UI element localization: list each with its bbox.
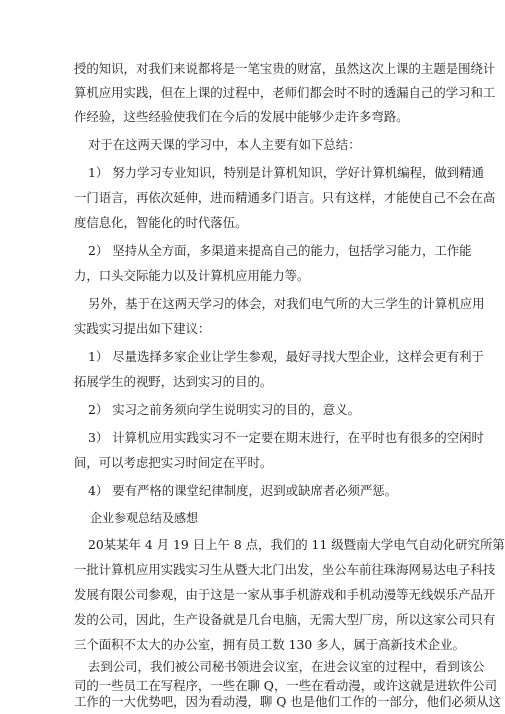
text-line: 算机应用实践，但在上课的过程中，老师们都会时不时的透漏自己的学习和工 <box>74 85 496 100</box>
text-line: 对于在这两天课的学习中，本人主要有如下总结： <box>88 137 361 152</box>
list-item: 2） 坚持从全方面，多渠道来提高自己的能力，包括学习能力，工作能 <box>88 243 472 258</box>
text-line: 一门语言，再依次延伸，进而精通多门语言。只有这样，才能使自己不会在高 <box>74 190 496 205</box>
list-item: 4） 要有严格的课堂纪律制度，迟到或缺席者必须严惩。 <box>88 483 398 498</box>
text-line: 实践实习提出如下建议： <box>74 321 211 336</box>
text-line: 去到公司，我们被公司秘书领进会议室，在进会议室的过程中，看到该公 <box>88 659 485 674</box>
text-line: 发展有限公司参观，由于这是一家从事手机游戏和手机动漫等无线娱乐产品开 <box>74 587 496 602</box>
text-line: 工作的一大优势吧，因为看动漫，聊 Q 也是他们工作的一部分，他们必须从这 <box>74 694 501 709</box>
text-line: 间，可以考虑把实习时间定在平时。 <box>74 455 273 470</box>
text-line: 三个面积不太大的办公室，拥有员工数 130 多人，属于高新技术企业。 <box>74 637 465 652</box>
text-line: 司的一些员工在写程序，一些在聊 Q，一些在看动漫，或许这就是进软件公司 <box>74 678 497 693</box>
text-line: 另外，基于在这两天学习的体会，对我们电气所的大三学生的计算机应用 <box>88 296 485 311</box>
section-heading: 企业参观总结及感想 <box>90 511 199 525</box>
text-line: 拓展学生的视野，达到实习的目的。 <box>74 374 273 389</box>
list-item: 3） 计算机应用实践实习不一定要在期末进行，在平时也有很多的空闲时 <box>88 430 484 445</box>
text-line: 发的公司，因此，生产设备就是几台电脑，无需大型厂房，所以这家公司只有 <box>74 612 496 627</box>
list-item: 2） 实习之前务须向学生说明实习的目的，意义。 <box>88 402 361 417</box>
text-line: 20某某年 4 月 19 日上午 8 点，我们的 11 级暨南大学电气自动化研究所第 <box>88 537 505 552</box>
text-line: 一批计算机应用实践实习生从暨大北门出发，坐公车前往珠海网易达电子科技 <box>74 562 496 577</box>
list-item: 1） 尽量选择多家企业让学生参观，最好寻找大型企业，这样会更有利于 <box>88 349 484 364</box>
text-line: 授的知识，对我们来说都将是一笔宝贵的财富，虽然这次上课的主题是围绕计 <box>74 61 496 76</box>
text-line: 度信息化，智能化的时代落伍。 <box>74 215 248 230</box>
text-line: 力，口头交际能力以及计算机应用能力等。 <box>74 268 310 283</box>
text-line: 作经验，这些经验使我们在今后的发展中能够少走许多弯路。 <box>74 109 409 124</box>
list-item: 1） 努力学习专业知识，特别是计算机知识，学好计算机编程，做到精通 <box>88 165 484 180</box>
